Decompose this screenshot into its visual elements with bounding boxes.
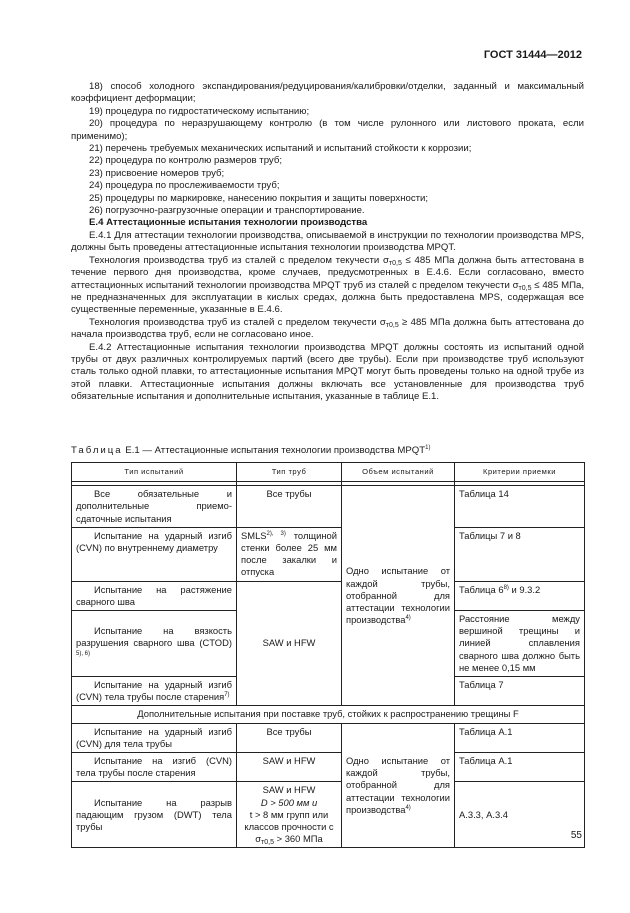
column-header: Тип труб: [237, 463, 342, 482]
criteria-cell: Таблица 14: [455, 486, 585, 528]
criteria-cell: Таблица А.1: [455, 723, 585, 752]
table-row: [72, 723, 585, 752]
procedure-list: [71, 81, 584, 217]
table-row: [72, 753, 585, 782]
document-header: ГОСТ 31444—2012: [483, 49, 582, 61]
table-subheader-row: [72, 706, 585, 723]
criteria-cell: Расстояние между вершиной трещины и линией сплавления сварного шва должно быть не менее 0,15 мм: [455, 611, 585, 677]
test-type-cell: Испытание на ударный изгиб (CVN) по внутреннему диаметру: [72, 527, 237, 581]
column-header: Критерии приемки: [455, 463, 585, 482]
pipe-type-cell: $SMLS^{2), 3)}$ толщиной стенки более 25 мм после закалки и отпуска: [237, 527, 342, 581]
paragraph: Технология производства труб из сталей с пределом текучести $\sigma_{т0,5} \le 485$ МПа должна быть аттестована в течение первого дня производства, кроме случаев, предусмотренных в Е.4.6. Если согласовано, вместо аттестационных испытаний технологии производства MPQT труб из сталей с пределом текучести $\sigma_{т0,5} \le 485$ МПа, не предназначенных для эксплуатации в кислых средах, должна быть предоставлена MPS, содержащая все существенные переменные, указанные в Е.4.6.: [71, 254, 584, 316]
list-item: 26) погрузочно-разгрузочные операции и транспортирование.: [89, 205, 365, 217]
table-row: [72, 527, 585, 581]
pipe-type-cell: SAW и HFW D > 500 мм и t > 8 мм групп или классов прочности с $\sigma_{т0,5} > 360$ МПа: [237, 782, 342, 848]
test-scope-cell: Одно испытание от каждой трубы, отобранной для аттестации технологии производства$^{4)}$: [342, 486, 455, 706]
page-number: 55: [570, 830, 582, 841]
test-type-cell: Испытание на растяжение сварного шва: [72, 581, 237, 610]
list-item: 21) перечень требуемых механических испытаний и испытаний стойкости к коррозии;: [89, 143, 472, 155]
table-row: [72, 782, 585, 848]
paragraph: Е.4.2 Аттестационные испытания технологии производства MPQT должны состоять из испытаний одной трубы от двух различных контролируемых партий (всего две трубы). Если при производстве труб используют сталь только одной плавки, то аттестационные испытания MPQT могут быть проведены только на одной трубе из этой плавки. Аттестационные испытания должны включать все установленные для производства труб обязательные испытания и дополнительные испытания, указанные в таблице Е.1.: [71, 341, 584, 403]
list-item: 25) процедуры по маркировке, нанесению покрытия и защиты поверхности;: [89, 192, 429, 204]
section-heading: Е.4 Аттестационные испытания технологии производства: [89, 217, 368, 229]
paragraph: Технология производства труб из сталей с пределом текучести $\sigma_{т0,5} \ge 485$ МПа должна быть аттестована до начала производства труб, если не согласовано иное.: [71, 316, 584, 341]
table-header-row: [72, 463, 585, 482]
criteria-cell: А.3.3, А.3.4: [455, 782, 585, 848]
test-type-cell: Испытание на изгиб (CVN) тела трубы после старения: [72, 753, 237, 782]
criteria-cell: Таблицы 7 и 8: [455, 527, 585, 581]
test-scope-cell: Одно испытание от каждой трубы, отобранной для аттестации технологии производства$^{4)}$: [342, 723, 455, 848]
pipe-type-cell: SAW и HFW: [237, 581, 342, 706]
criteria-cell: Таблица 7: [455, 677, 585, 706]
criteria-cell: Таблица А.1: [455, 753, 585, 782]
list-item: 24) процедура по прослеживаемости труб;: [89, 180, 280, 192]
list-item: 23) присвоение номеров труб;: [89, 167, 225, 179]
table-row: [72, 581, 585, 610]
pipe-type-cell: SAW и HFW: [237, 753, 342, 782]
table-caption: Таблица Е.1 — Аттестационные испытания технологии производства MPQT$^{1)}$: [71, 445, 431, 456]
list-item: 22) процедура по контролю размеров труб;: [89, 155, 282, 167]
list-item: 18) способ холодного экспандирования/редуцирования/калибровки/отделки, заданный и максимальный коэффициент деформации;: [71, 81, 584, 105]
list-item: 20) процедура по неразрушающему контролю (в том числе рулонного или листового проката, если применимо);: [71, 118, 584, 142]
qualification-tests-table: [71, 462, 585, 848]
paragraph: Е.4.1 Для аттестации технологии производства, описываемой в инструкции по технологии производства MPS, должны быть проведены аттестационные испытания технологии производства MPQT.: [71, 229, 584, 254]
list-item: 19) процедура по гидростатическому испытанию;: [89, 105, 310, 117]
column-header: Тип испытаний: [72, 463, 237, 482]
table-subheader: Дополнительные испытания при поставке труб, стойких к распространению трещины F: [72, 706, 585, 723]
document-body: [71, 81, 584, 404]
criteria-cell: Таблица 6$^{8)}$ и 9.3.2: [455, 581, 585, 610]
test-type-cell: Все обязательные и дополнительные приемо-сдаточные испытания: [72, 486, 237, 528]
table-row: [72, 486, 585, 528]
test-type-cell: Испытание на ударный изгиб (CVN) для тела трубы: [72, 723, 237, 752]
column-header: Объем испытаний: [342, 463, 455, 482]
pipe-type-cell: Все трубы: [237, 723, 342, 752]
test-type-cell: Испытание на ударный изгиб (CVN) тела трубы после старения$^{7)}$: [72, 677, 237, 706]
pipe-type-cell: Все трубы: [237, 486, 342, 528]
test-type-cell: Испытание на вязкость разрушения сварного шва (CTOD) $^{5), 6)}$: [72, 611, 237, 677]
test-type-cell: Испытание на разрыв падающим грузом (DWT) тела трубы: [72, 782, 237, 848]
